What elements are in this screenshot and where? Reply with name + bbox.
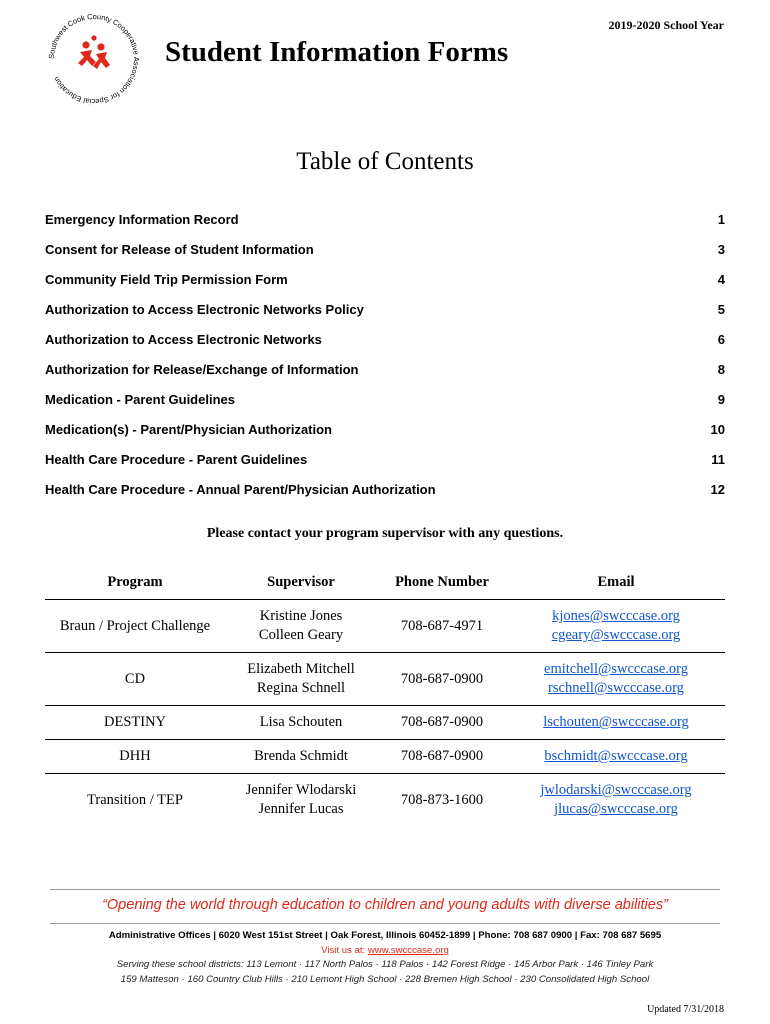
toc-item xyxy=(45,204,725,234)
toc-item xyxy=(45,414,725,444)
toc-item-label: Medication(s) - Parent/Physician Authorization xyxy=(45,421,332,437)
toc-item-label: Consent for Release of Student Information xyxy=(45,241,314,257)
supervisor-cell xyxy=(225,740,377,774)
supervisor-cell xyxy=(225,653,377,706)
supervisor-contact-table xyxy=(45,566,725,826)
email-link[interactable]: rschnell@swcccase.org xyxy=(548,680,684,696)
footer-slogan: “Opening the world through education to children and young adults with diverse abilities” xyxy=(102,897,668,913)
toc-item xyxy=(45,474,725,504)
footer-divider-bottom xyxy=(50,923,720,924)
footer-divider-top xyxy=(50,889,720,890)
table-row xyxy=(45,600,725,653)
districts-line: Serving these school districts: 113 Lemont · 117 North Palos · 118 Palos · 142 Forest Ridge · 145 Arbor Park · 146 Tinley Park xyxy=(116,959,654,970)
email-link[interactable]: lschouten@swcccase.org xyxy=(543,714,689,730)
toc-item-label: Health Care Procedure - Annual Parent/Physician Authorization xyxy=(45,481,436,497)
column-header-email: Email xyxy=(507,566,725,600)
supervisor-name: Jennifer Wlodarski xyxy=(245,782,357,798)
supervisor-name: Lisa Schouten xyxy=(259,714,343,730)
toc-item-page: 11 xyxy=(711,451,725,467)
email-cell xyxy=(507,740,725,774)
admin-offices-address: Administrative Offices | 6020 West 151st Street | Oak Forest, Illinois 60452-1899 | Phone: 708 687 0900 | Fax: 708 687 5695 xyxy=(108,930,662,941)
phone-cell: 708-687-0900 xyxy=(377,706,507,740)
toc-item xyxy=(45,384,725,414)
toc-item-page: 3 xyxy=(717,241,725,257)
svg-text:Southwest Cook County Cooperat xyxy=(47,12,141,106)
table-row xyxy=(45,706,725,740)
logo-figures-icon xyxy=(78,35,110,69)
toc-item-label: Authorization to Access Electronic Networks Policy xyxy=(45,301,364,317)
school-year: 2019-2020 School Year xyxy=(608,18,724,32)
toc-item-page: 9 xyxy=(717,391,725,407)
toc-item-label: Authorization to Access Electronic Networks xyxy=(45,331,322,347)
organization-logo xyxy=(44,12,144,106)
column-header-phone: Phone Number xyxy=(377,566,507,600)
supervisor-cell xyxy=(225,600,377,653)
toc-item xyxy=(45,324,725,354)
program-cell: DESTINY xyxy=(45,706,225,740)
toc-item-page: 10 xyxy=(710,421,725,437)
email-cell xyxy=(507,653,725,706)
toc-item-label: Community Field Trip Permission Form xyxy=(45,271,288,287)
email-link[interactable]: cgeary@swcccase.org xyxy=(551,627,681,643)
table-row xyxy=(45,653,725,706)
program-cell: Transition / TEP xyxy=(87,791,183,808)
email-cell xyxy=(507,774,725,827)
table-row xyxy=(45,774,725,827)
column-header-program: Program xyxy=(45,566,225,600)
website-link[interactable]: www.swcccase.org xyxy=(367,945,449,956)
contact-note: Please contact your program supervisor with any questions. xyxy=(206,526,564,541)
page-title: Student Information Forms xyxy=(165,36,509,68)
phone-cell: 708-873-1600 xyxy=(400,791,484,808)
districts-line: 159 Matteson · 160 Country Club Hills · 210 Lemont High School · 228 Bremen High School · 230 Consolidated High School xyxy=(120,974,650,985)
toc-item-page: 8 xyxy=(717,361,725,377)
toc-item-label: Emergency Information Record xyxy=(45,211,239,227)
phone-cell: 708-687-0900 xyxy=(377,653,507,706)
table-header-row xyxy=(45,566,725,600)
updated-date: Updated 7/31/2018 xyxy=(647,1004,724,1015)
toc-item xyxy=(45,444,725,474)
logo-ring-text: Southwest Cook County Cooperative Association for Special Education xyxy=(46,12,142,106)
email-cell xyxy=(507,600,725,653)
toc-item-label: Medication - Parent Guidelines xyxy=(45,391,235,407)
email-cell xyxy=(507,706,725,740)
email-link[interactable]: bschmidt@swcccase.org xyxy=(544,748,688,764)
supervisor-name: Regina Schnell xyxy=(256,680,346,696)
table-of-contents xyxy=(45,204,725,504)
toc-item xyxy=(45,294,725,324)
toc-item-page: 12 xyxy=(710,481,725,497)
email-link[interactable]: jlucas@swcccase.org xyxy=(554,801,678,817)
supervisor-cell xyxy=(225,774,377,827)
toc-item-page: 5 xyxy=(717,301,725,317)
table-row xyxy=(45,740,725,774)
supervisor-name: Colleen Geary xyxy=(258,627,344,643)
program-cell: DHH xyxy=(45,740,225,774)
supervisor-name: Jennifer Lucas xyxy=(258,801,344,817)
toc-item xyxy=(45,234,725,264)
program-cell: Braun / Project Challenge xyxy=(45,600,225,653)
supervisor-name: Elizabeth Mitchell xyxy=(247,661,355,677)
toc-heading: Table of Contents xyxy=(296,148,474,175)
toc-item-label: Authorization for Release/Exchange of Information xyxy=(45,361,359,377)
visit-line xyxy=(0,945,770,956)
toc-item-page: 4 xyxy=(717,271,725,287)
email-link[interactable]: kjones@swcccase.org xyxy=(552,608,680,624)
toc-item-page: 6 xyxy=(717,331,725,347)
supervisor-name: Kristine Jones xyxy=(259,608,343,624)
program-cell: CD xyxy=(45,653,225,706)
email-link[interactable]: emitchell@swcccase.org xyxy=(544,661,688,677)
phone-cell: 708-687-0900 xyxy=(377,740,507,774)
phone-cell: 708-687-4971 xyxy=(377,600,507,653)
email-link[interactable]: jwlodarski@swcccase.org xyxy=(540,782,692,798)
toc-item-page: 1 xyxy=(717,211,725,227)
visit-prefix: Visit us at: xyxy=(321,945,368,956)
supervisor-name: Brenda Schmidt xyxy=(254,748,348,764)
supervisor-cell xyxy=(225,706,377,740)
column-header-supervisor: Supervisor xyxy=(225,566,377,600)
toc-item-label: Health Care Procedure - Parent Guidelines xyxy=(45,451,308,467)
toc-item xyxy=(45,354,725,384)
toc-item xyxy=(45,264,725,294)
